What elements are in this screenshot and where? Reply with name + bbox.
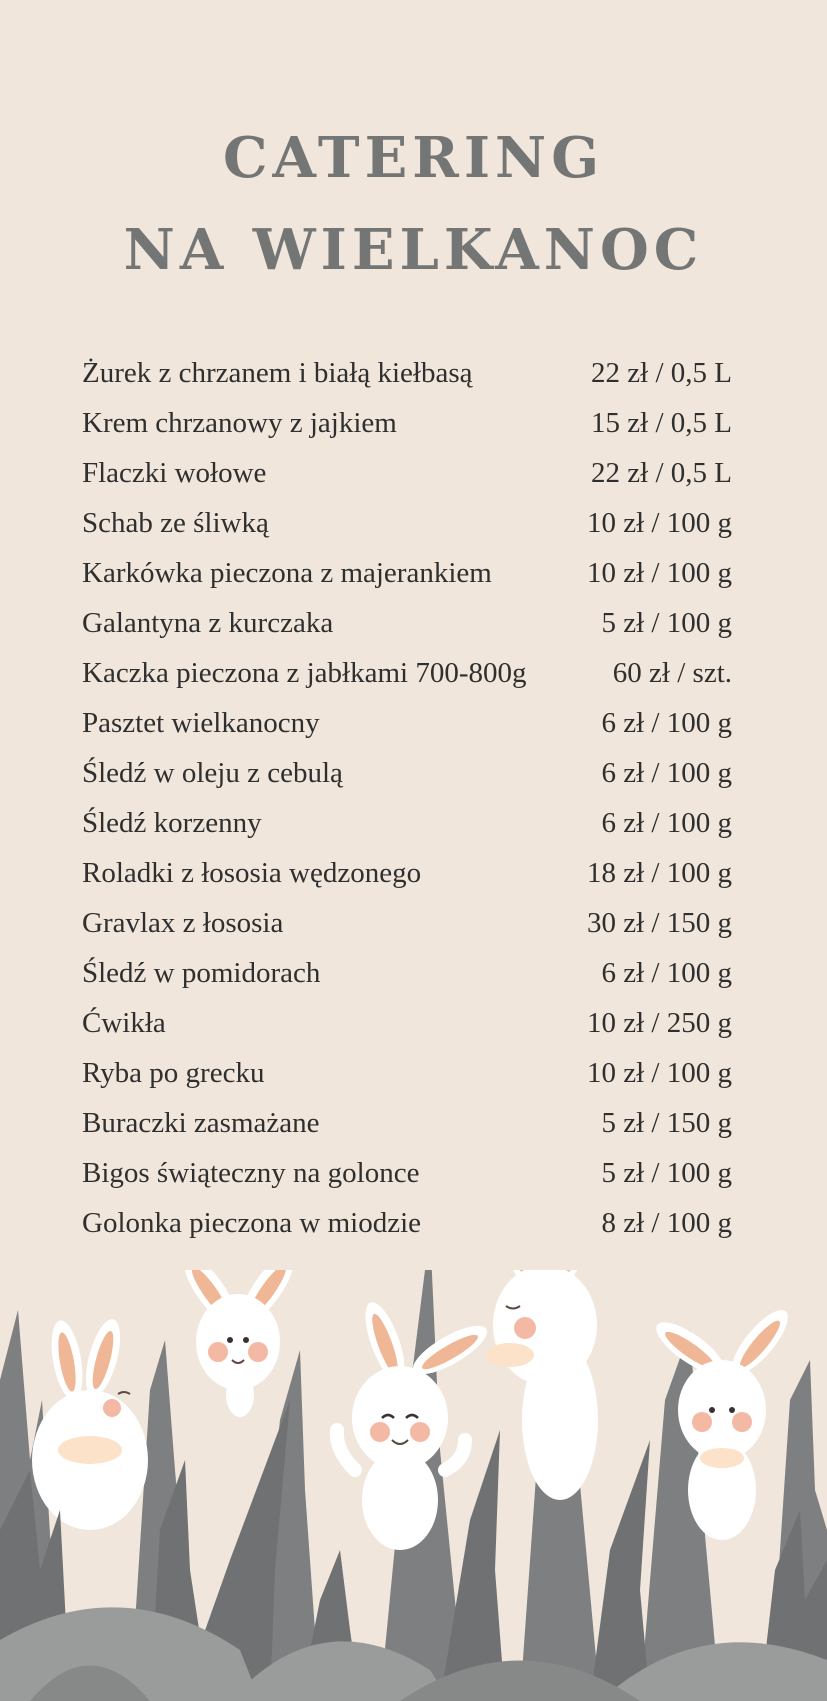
menu-item: [82, 1198, 732, 1248]
menu-item-price: 6 zł / 100 g: [601, 706, 732, 739]
menu-item-name: Krem chrzanowy z jajkiem: [82, 406, 397, 439]
easter-bunnies-illustration: [0, 1270, 827, 1701]
menu-item-price: 60 zł / szt.: [612, 656, 732, 689]
bunny-1: [32, 1316, 148, 1530]
menu-item-name: Kaczka pieczona z jabłkami 700-800g: [82, 656, 527, 689]
bunny-3: [337, 1298, 494, 1550]
menu-item: [82, 498, 732, 548]
menu-item: [82, 448, 732, 498]
menu-item: [82, 848, 732, 898]
menu-item: [82, 798, 732, 848]
menu-list: [82, 348, 732, 1248]
menu-item-price: 15 zł / 0,5 L: [591, 406, 732, 439]
menu-item-price: 5 zł / 100 g: [601, 606, 732, 639]
bunny-4: [486, 1270, 598, 1500]
menu-item: [82, 1148, 732, 1198]
menu-item-name: Śledź korzenny: [82, 806, 262, 839]
menu-item-name: Galantyna z kurczaka: [82, 606, 334, 639]
menu-item-price: 10 zł / 250 g: [587, 1006, 732, 1039]
menu-item-price: 6 zł / 100 g: [601, 806, 732, 839]
menu-item-price: 30 zł / 150 g: [587, 906, 732, 939]
menu-item-name: Pasztet wielkanocny: [82, 706, 320, 739]
menu-item: [82, 348, 732, 398]
menu-item: [82, 898, 732, 948]
menu-item: [82, 598, 732, 648]
menu-item-price: 18 zł / 100 g: [587, 856, 732, 889]
page-title: [0, 112, 827, 296]
menu-item-name: Schab ze śliwką: [82, 506, 269, 539]
menu-item-price: 6 zł / 100 g: [601, 756, 732, 789]
menu-item-price: 10 zł / 100 g: [587, 1056, 732, 1089]
menu-item-name: Żurek z chrzanem i białą kiełbasą: [82, 356, 473, 389]
menu-item-price: 5 zł / 150 g: [601, 1106, 732, 1139]
menu-item: [82, 1048, 732, 1098]
menu-item: [82, 748, 732, 798]
title-line-1: CATERING: [222, 125, 605, 191]
title-line-2: NA WIELKANOC: [123, 217, 704, 283]
menu-item-price: 6 zł / 100 g: [601, 956, 732, 989]
menu-item-name: Golonka pieczona w miodzie: [82, 1206, 422, 1239]
menu-item-name: Karkówka pieczona z majerankiem: [82, 556, 492, 589]
menu-item: [82, 548, 732, 598]
menu-item-price: 5 zł / 100 g: [601, 1156, 732, 1189]
menu-item: [82, 948, 732, 998]
menu-item: [82, 648, 732, 698]
menu-item-name: Buraczki zasmażane: [82, 1106, 320, 1139]
menu-item: [82, 398, 732, 448]
menu-item-price: 22 zł / 0,5 L: [591, 456, 732, 489]
menu-item-price: 22 zł / 0,5 L: [591, 356, 732, 389]
menu-item-name: Roladki z łososia wędzonego: [82, 856, 422, 889]
menu-item-name: Gravlax z łososia: [82, 906, 284, 939]
menu-item-name: Ćwikła: [82, 1006, 166, 1039]
bunny-2: [176, 1270, 303, 1417]
menu-item-price: 8 zł / 100 g: [601, 1206, 732, 1239]
menu-item-name: Bigos świąteczny na golonce: [82, 1156, 420, 1189]
menu-item: [82, 998, 732, 1048]
menu-item: [82, 698, 732, 748]
menu-item: [82, 1098, 732, 1148]
menu-item-name: Ryba po grecku: [82, 1056, 265, 1089]
menu-item-name: Śledź w pomidorach: [82, 956, 321, 989]
menu-item-price: 10 zł / 100 g: [587, 506, 732, 539]
menu-item-name: Flaczki wołowe: [82, 456, 267, 489]
menu-item-price: 10 zł / 100 g: [587, 556, 732, 589]
menu-item-name: Śledź w oleju z cebulą: [82, 756, 343, 789]
